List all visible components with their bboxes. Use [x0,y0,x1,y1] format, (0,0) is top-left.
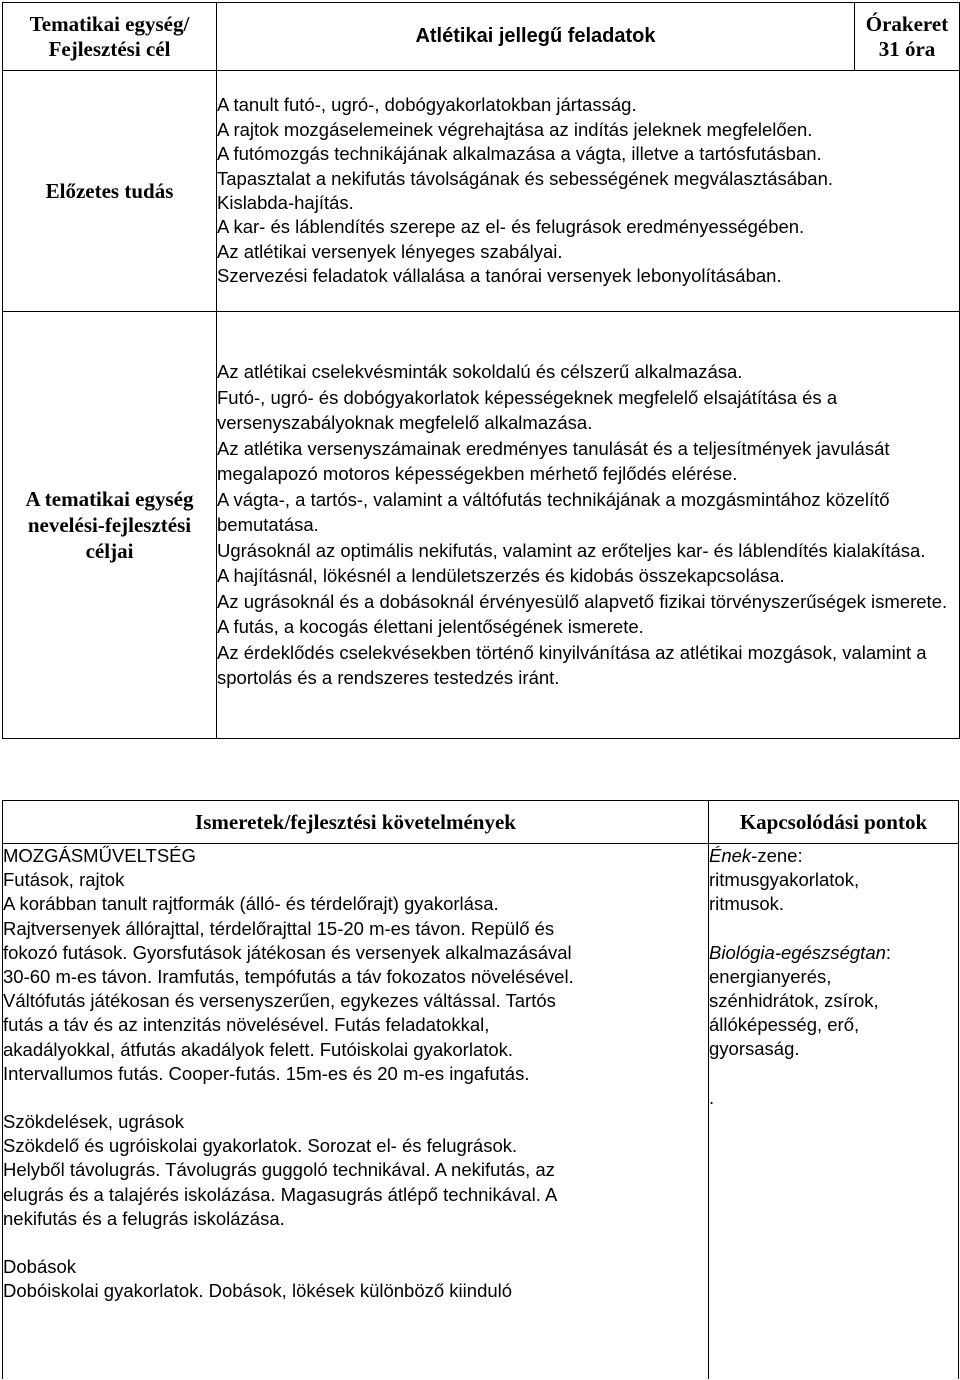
goal-item: Az atlétika versenyszámainak eredményes tanulását és a teljesítmények javulását megalapozó motoros képességekben mérhető fejlődés elérése. [217,437,890,485]
spacer [3,1231,708,1255]
connection-subject [709,844,958,868]
connection-line: gyorsaság. [709,1038,800,1060]
goal-item: Az atlétikai cselekvésminták sokoldalú és célszerű alkalmazása. [217,361,743,383]
prior-knowledge-row [3,71,960,312]
subject-music: Ének [709,845,752,866]
goals-row [3,312,960,739]
requirements-body-row [3,844,959,1380]
goals-label-line1: A tematikai egység [25,487,194,511]
req-line: elugrás és a talajérés iskolázása. Magasugrás átlépő technikával. A [3,1183,558,1205]
req-line: nekifutás és a felugrás iskolázása. [3,1207,285,1229]
spacer [709,1062,958,1086]
connection-line: energianyerés, [709,965,832,987]
connection-line: ritmusok. [709,893,785,915]
req-line: Váltófutás játékosan és versenyszerűen, egykezes váltással. Tartós [3,990,556,1012]
header-thematic-unit-line2: Fejlesztési cél [48,36,171,61]
header-hours [855,3,960,71]
req-line: 30-60 m-es távon. Iramfutás, tempófutás a táv fokozatos növelésével. [3,966,574,988]
prior-line: Kislabda-hajítás. [217,192,354,213]
goal-item: A vágta-, a tartós-, valamint a váltófutás technikájának a mozgásmintához közelítő bemutatása. [217,488,890,536]
req-line: Helyből távolugrás. Távolugrás guggoló technikával. A nekifutás, az [3,1159,555,1181]
header-thematic-unit-line1: Tematikai egység/ [29,11,190,36]
prior-line: Az atlétikai versenyek lényeges szabályai. [217,240,563,262]
prior-line: A rajtok mozgáselemeinek végrehajtása az indítás jeleknek megfelelően. [217,118,813,140]
goals-label-line2: nevelési-fejlesztési [27,513,192,537]
goal-item: Futó-, ugró- és dobógyakorlatok képességeknek megfelelő elsajátítása és a versenyszabályoknak megfelelő alkalmazása. [217,386,838,434]
requirements-table [2,800,959,1379]
prior-line: A tanult futó-, ugró-, dobógyakorlatokban jártasság. [217,94,637,116]
connection-line: állóképesség, erő, [709,1014,860,1036]
req-line: Futások, rajtok [3,869,125,891]
header-connections: Kapcsolódási pontok [709,801,959,844]
req-line: fokozó futások. Gyorsfutások játékosan és versenyek alkalmazásával [3,941,572,963]
goals-list [217,312,960,739]
header-unit-title: Atlétikai jellegű feladatok [217,3,855,71]
spacer [709,917,958,941]
spacer [3,1086,708,1110]
connection-dot: . [709,1086,715,1108]
req-line: Dobóiskolai gyakorlatok. Dobások, lökések különböző kiinduló [3,1280,513,1302]
req-line: Dobások [3,1256,77,1278]
req-line: akadályokkal, átfutás akadályok felett. Futóiskolai gyakorlatok. [3,1038,514,1060]
header-requirements: Ismeretek/fejlesztési követelmények [3,801,709,844]
connections-content [709,844,959,1380]
header-hours-label: Órakeret [865,11,949,36]
goal-item: Az ugrásoknál és a dobásoknál érvényesülő alapvető fizikai törvényszerűségek ismerete. [217,590,948,612]
req-line: Szökdelések, ugrások [3,1111,184,1133]
prior-line: Szervezési feladatok vállalása a tanórai versenyek lebonyolításában. [217,265,782,287]
req-line: futás a táv és az intenzitás növelésével. Futás feladatokkal, [3,1014,490,1036]
req-line: MOZGÁSMŰVELTSÉG [3,845,196,866]
subject-music-suffix: -zene: [751,845,803,866]
goal-item: Ugrásoknál az optimális nekifutás, valamint az erőteljes kar- és láblendítés kialakítása. [217,539,926,561]
header-row [3,3,960,71]
req-line: Szökdelő és ugróiskolai gyakorlatok. Sorozat el- és felugrások. [3,1135,518,1157]
connection-line: ritmusgyakorlatok, [709,869,860,891]
prior-line: A kar- és láblendítés szerepe az el- és felugrások eredményességében. [217,216,805,238]
prior-line: Tapasztalat a nekifutás távolságának és sebességének megválasztásában. [217,167,834,189]
header-hours-value: 31 óra [878,36,936,61]
thematic-unit-table [2,2,960,739]
goal-item: A hajításnál, lökésnél a lendületszerzés és kidobás összekapcsolása. [217,565,785,587]
prior-knowledge-list [217,71,960,312]
prior-line: A futómozgás technikájának alkalmazása a vágta, illetve a tartósfutásban. [217,143,822,165]
header-thematic-unit [3,3,217,71]
prior-knowledge-label: Előzetes tudás [3,71,217,312]
connection-line: szénhidrátok, zsírok, [709,990,879,1012]
subject-biology-suffix: : [885,941,892,963]
requirements-header-row [3,801,959,844]
goal-item: A futás, a kocogás élettani jelentőségének ismerete. [217,616,644,638]
req-line: A korábban tanult rajtformák (álló- és térdelőrajt) gyakorlása. [3,893,499,915]
goal-item: Az érdeklődés cselekvésekben történő kinyilvánítása az atlétikai mozgások, valamint a sportolás és a rendszeres testedzés iránt. [217,641,927,689]
requirements-content [3,844,709,1380]
connection-subject [709,941,958,965]
req-line: Rajtversenyek állórajttal, térdelőrajttal 15-20 m-es távon. Repülő és [3,917,555,939]
goals-label [3,312,217,739]
goals-label-line3: céljai [85,539,134,563]
subject-biology: Biológia-egészségtan [709,941,886,963]
req-line: Intervallumos futás. Cooper-futás. 15m-es és 20 m-es ingafutás. [3,1062,530,1084]
